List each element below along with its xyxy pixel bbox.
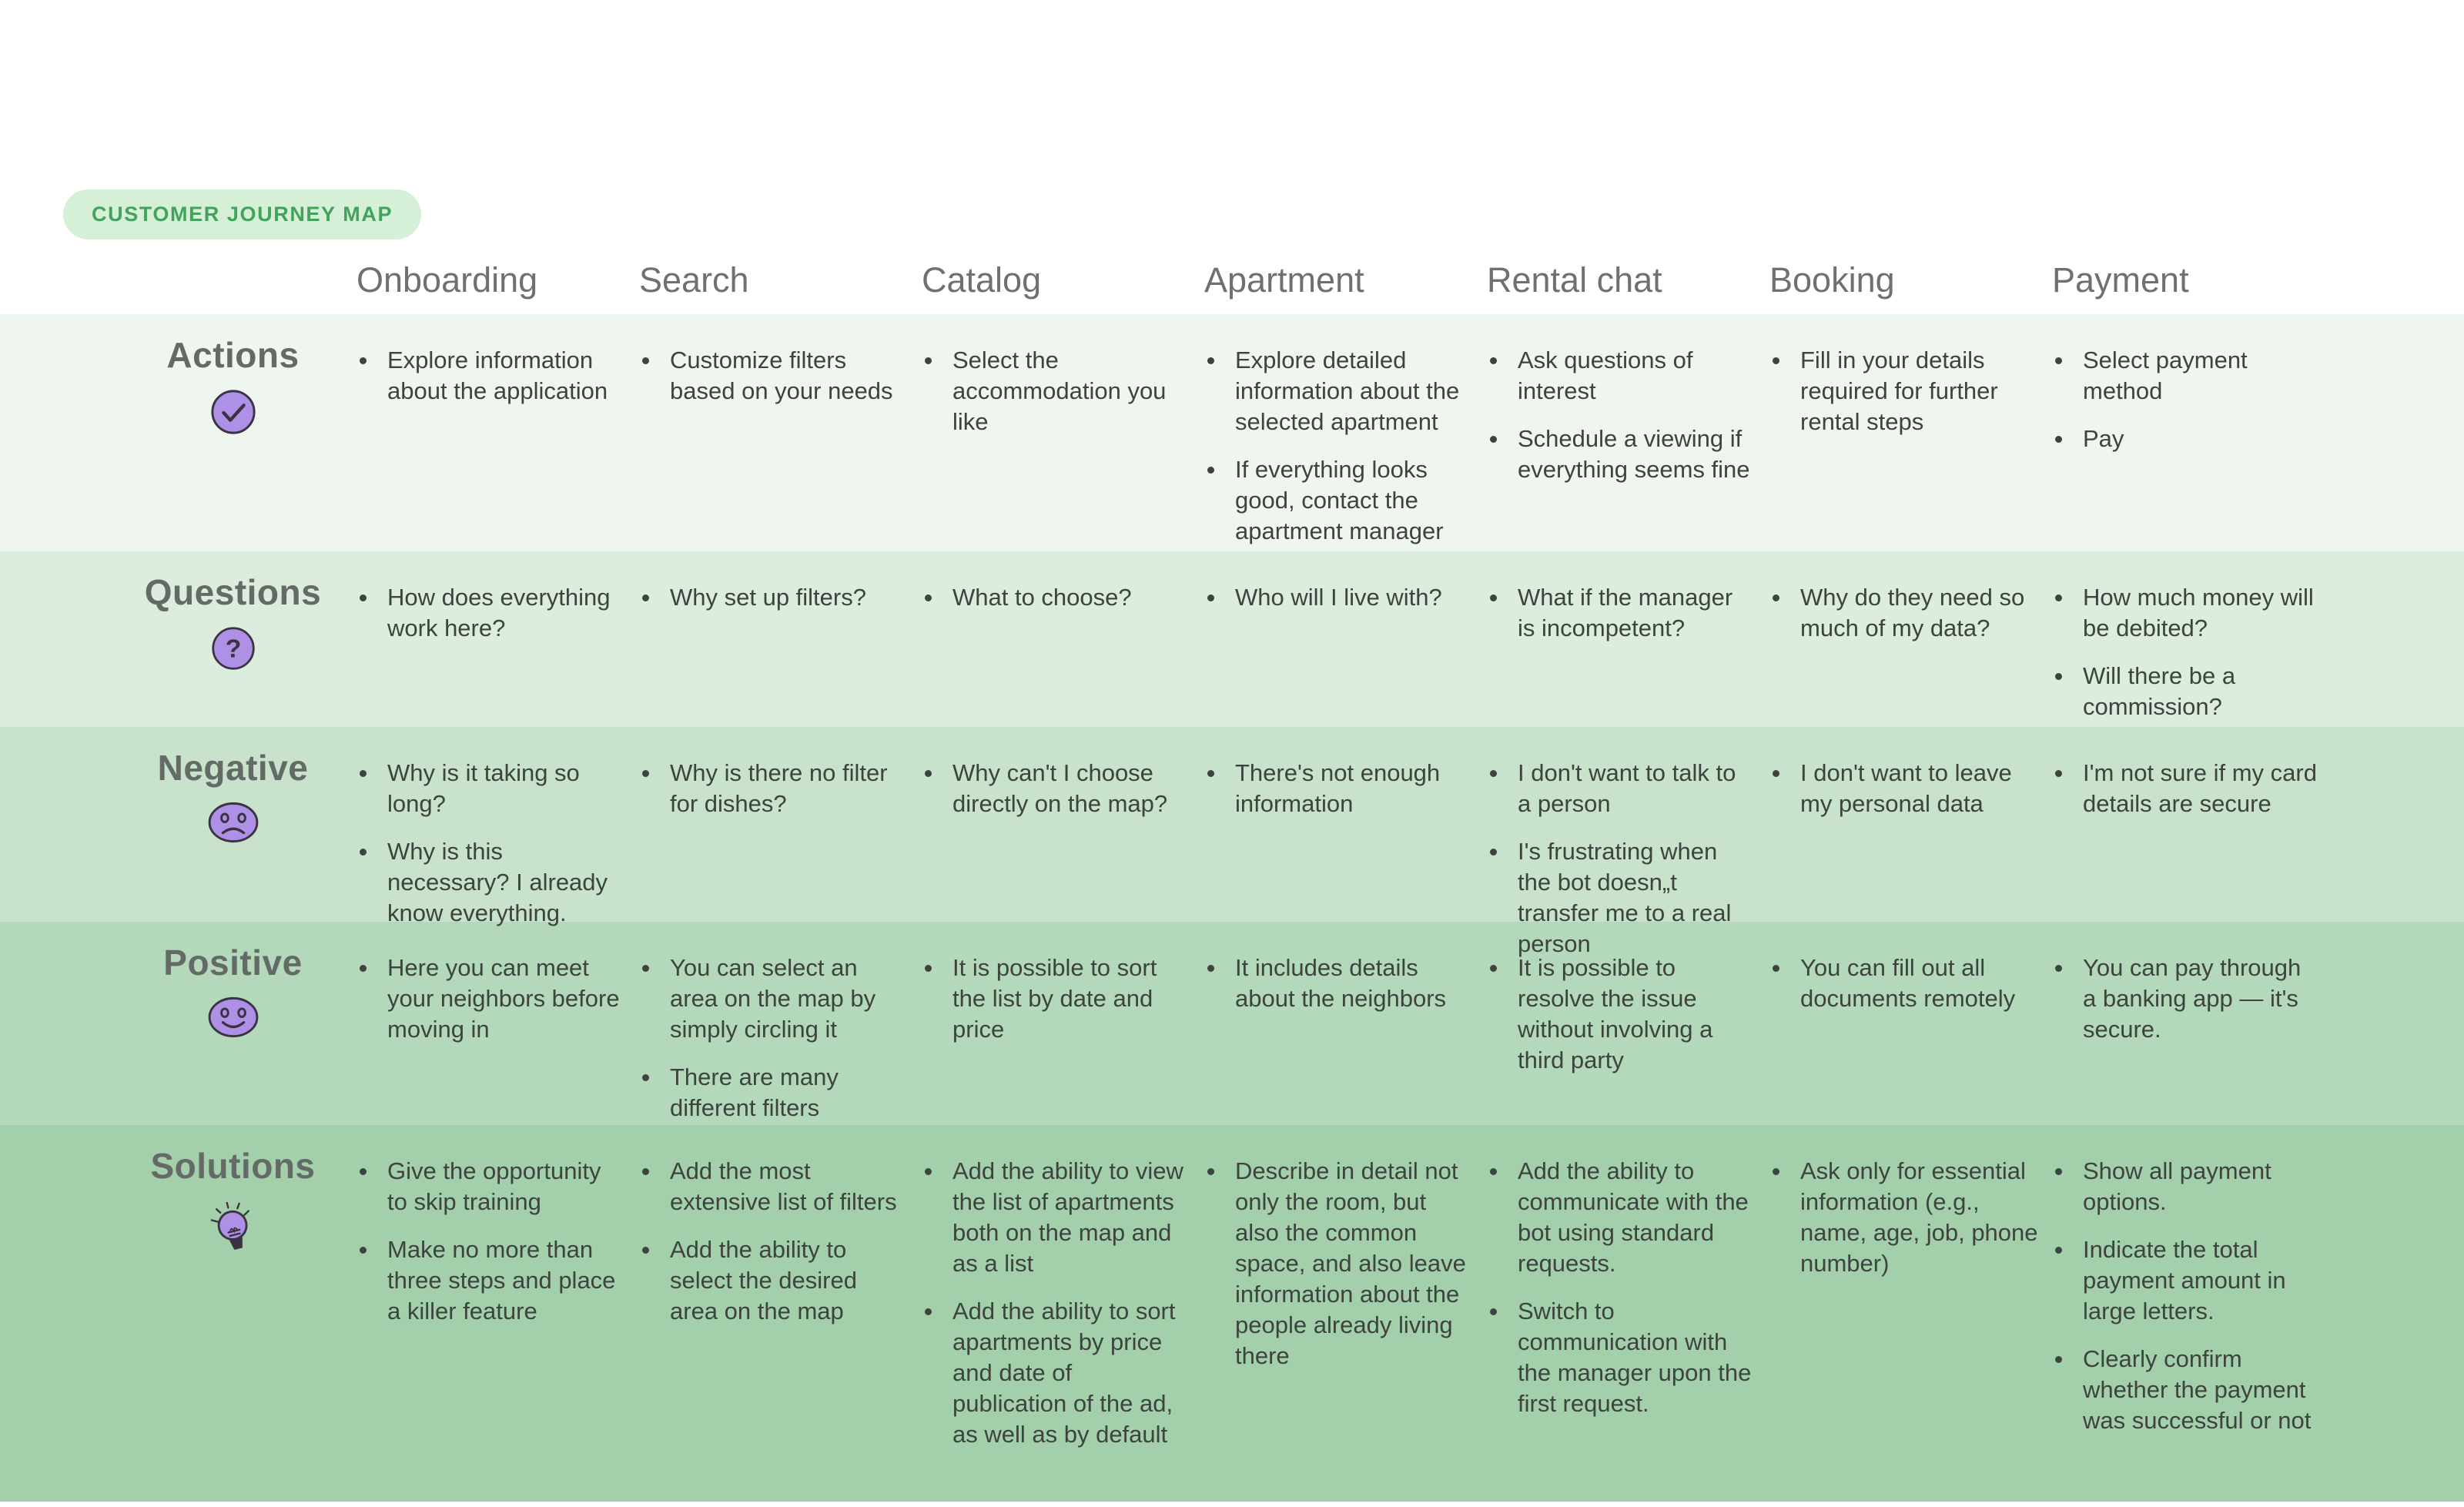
cell-actions-rental-chat (1484, 314, 1766, 562)
bullet-list (636, 582, 908, 613)
bullet-item: I's frustrating when the bot doesn„t transfer me to a real person (1484, 836, 1756, 959)
bullet-item: Select payment method (2049, 345, 2321, 407)
check-icon (209, 388, 257, 436)
cell-positive-search (636, 922, 919, 1139)
row-label-cell-solutions (0, 1125, 353, 1502)
cell-actions-onboarding (353, 314, 636, 562)
bullet-list (2049, 953, 2321, 1045)
bullet-item: Explore information about the application (353, 345, 625, 407)
row-negative (0, 727, 2464, 957)
row-solutions (0, 1125, 2464, 1502)
bullet-item: Ask only for essential information (e.g., name, age, job, phone number) (1766, 1156, 2038, 1279)
bullet-list (1484, 345, 1756, 485)
bullet-item: There are many different filters (636, 1062, 908, 1124)
row-label: Questions (144, 572, 322, 612)
bullet-list (636, 1156, 908, 1327)
cell-positive-rental-chat (1484, 922, 1766, 1139)
bullet-item: How does everything work here? (353, 582, 625, 644)
bullet-item: There's not enough information (1201, 758, 1473, 819)
cell-solutions-booking (1766, 1125, 2049, 1502)
cell-questions-rental-chat (1484, 551, 1766, 738)
bullet-list (353, 582, 625, 644)
cell-solutions-apartment (1201, 1125, 1484, 1502)
bullet-item: You can pay through a banking app — it's secure. (2049, 953, 2321, 1045)
cell-solutions-payment (2049, 1125, 2332, 1502)
bullet-list (353, 758, 625, 929)
bullet-item: Who will I live with? (1201, 582, 1473, 613)
bullet-list (919, 582, 1190, 613)
row-actions (0, 314, 2464, 551)
bullet-item: Give the opportunity to skip training (353, 1156, 625, 1217)
cell-positive-onboarding (353, 922, 636, 1139)
bullet-item: How much money will be debited? (2049, 582, 2321, 644)
column-header-rental-chat: Rental chat (1487, 260, 1662, 300)
bullet-item: Add the ability to sort apartments by price and date of publication of the ad, as well as by default (919, 1296, 1190, 1450)
bullet-list (353, 1156, 625, 1327)
column-header-apartment: Apartment (1204, 260, 1364, 300)
bullet-item: Add the ability to communicate with the bot using standard requests. (1484, 1156, 1756, 1279)
row-label: Negative (157, 748, 309, 788)
bullet-item: Why is this necessary? I already know everything. (353, 836, 625, 929)
bullet-item: Show all payment options. (2049, 1156, 2321, 1217)
cell-positive-booking (1766, 922, 2049, 1139)
cell-positive-catalog (919, 922, 1201, 1139)
row-label-cell-questions (0, 551, 353, 738)
bullet-list (919, 345, 1190, 437)
cell-negative-rental-chat (1484, 727, 1766, 975)
column-header-search: Search (639, 260, 749, 300)
cell-questions-apartment (1201, 551, 1484, 738)
cell-positive-apartment (1201, 922, 1484, 1139)
bullet-list (636, 345, 908, 407)
cell-solutions-rental-chat (1484, 1125, 1766, 1502)
column-header-catalog: Catalog (922, 260, 1042, 300)
cell-questions-booking (1766, 551, 2049, 738)
journey-map-badge: CUSTOMER JOURNEY MAP (63, 189, 421, 239)
bullet-list (1201, 758, 1473, 819)
svg-text:?: ? (225, 634, 241, 664)
header-spacer (0, 260, 353, 314)
bullet-item: Select the accommodation you like (919, 345, 1190, 437)
bullet-item: If everything looks good, contact the apartment manager (1201, 454, 1473, 547)
column-header-onboarding: Onboarding (357, 260, 538, 300)
bullet-item: Why is it taking so long? (353, 758, 625, 819)
bullet-item: Add the ability to select the desired area on the map (636, 1234, 908, 1327)
bullet-item: What if the manager is incompetent? (1484, 582, 1756, 644)
bullet-list (353, 345, 625, 407)
cell-actions-payment (2049, 314, 2332, 562)
bullet-list (636, 953, 908, 1124)
column-headers-row (0, 260, 2464, 314)
row-label-cell-actions (0, 314, 353, 562)
row-questions (0, 551, 2464, 727)
row-label-cell-positive (0, 922, 353, 1139)
smile-face-icon (207, 996, 259, 1039)
sad-face-icon (207, 801, 259, 844)
cell-solutions-onboarding (353, 1125, 636, 1502)
bullet-list (1766, 345, 2038, 437)
bullet-item: Schedule a viewing if everything seems fine (1484, 424, 1756, 485)
bullet-item: I don't want to leave my personal data (1766, 758, 2038, 819)
bullet-list (1201, 345, 1473, 547)
bullet-list (1484, 953, 1756, 1076)
bullet-item: Switch to communication with the manager upon the first request. (1484, 1296, 1756, 1419)
column-header-booking: Booking (1769, 260, 1895, 300)
bullet-item: Fill in your details required for further rental steps (1766, 345, 2038, 437)
bullet-list (1201, 1156, 1473, 1371)
cell-actions-apartment (1201, 314, 1484, 562)
bullet-item: Customize filters based on your needs (636, 345, 908, 407)
bullet-list (1766, 582, 2038, 644)
bullet-list (1484, 758, 1756, 959)
bullet-list (1766, 758, 2038, 819)
bullet-item: Here you can meet your neighbors before moving in (353, 953, 625, 1045)
row-positive (0, 922, 2464, 1125)
row-label: Solutions (150, 1146, 316, 1186)
bullet-item: Add the most extensive list of filters (636, 1156, 908, 1217)
header-section (0, 0, 2464, 314)
lightbulb-icon (206, 1199, 261, 1259)
cell-questions-catalog (919, 551, 1201, 738)
bullet-item: You can fill out all documents remotely (1766, 953, 2038, 1014)
bullet-list (1484, 1156, 1756, 1419)
bullet-item: Indicate the total payment amount in large letters. (2049, 1234, 2321, 1327)
cell-questions-search (636, 551, 919, 738)
cell-questions-onboarding (353, 551, 636, 738)
cell-solutions-catalog (919, 1125, 1201, 1502)
row-label: Actions (166, 335, 300, 375)
bullet-item: Make no more than three steps and place a killer feature (353, 1234, 625, 1327)
bullet-list (2049, 1156, 2321, 1436)
bullet-list (1484, 582, 1756, 644)
journey-map-body (0, 314, 2464, 1502)
bullet-item: It includes details about the neighbors (1201, 953, 1473, 1014)
bullet-list (1201, 953, 1473, 1014)
cell-actions-catalog (919, 314, 1201, 562)
bullet-item: I'm not sure if my card details are secure (2049, 758, 2321, 819)
bullet-list (1766, 1156, 2038, 1279)
bullet-list (2049, 582, 2321, 722)
bullet-list (919, 758, 1190, 819)
bullet-item: Add the ability to view the list of apartments both on the map and as a list (919, 1156, 1190, 1279)
bullet-item: Explore detailed information about the selected apartment (1201, 345, 1473, 437)
bottom-margin (0, 1502, 2464, 1507)
bullet-item: It is possible to sort the list by date and price (919, 953, 1190, 1045)
bullet-item: What to choose? (919, 582, 1190, 613)
bullet-list (636, 758, 908, 819)
column-header-payment: Payment (2052, 260, 2189, 300)
bullet-item: Why do they need so much of my data? (1766, 582, 2038, 644)
cell-questions-payment (2049, 551, 2332, 738)
cell-solutions-search (636, 1125, 919, 1502)
bullet-item: Ask questions of interest (1484, 345, 1756, 407)
bullet-list (1766, 953, 2038, 1014)
cell-actions-booking (1766, 314, 2049, 562)
bullet-list (1201, 582, 1473, 613)
bullet-item: It is possible to resolve the issue without involving a third party (1484, 953, 1756, 1076)
cell-actions-search (636, 314, 919, 562)
bullet-item: Describe in detail not only the room, but also the common space, and also leave information about the people already living there (1201, 1156, 1473, 1371)
bullet-item: Pay (2049, 424, 2321, 454)
bullet-list (919, 953, 1190, 1045)
bullet-item: I don't want to talk to a person (1484, 758, 1756, 819)
bullet-item: Will there be a commission? (2049, 661, 2321, 722)
bullet-item: Why set up filters? (636, 582, 908, 613)
question-icon (210, 625, 256, 671)
bullet-item: Why is there no filter for dishes? (636, 758, 908, 819)
bullet-item: You can select an area on the map by simply circling it (636, 953, 908, 1045)
bullet-list (919, 1156, 1190, 1450)
bullet-item: Clearly confirm whether the payment was successful or not (2049, 1344, 2321, 1436)
bullet-list (353, 953, 625, 1045)
bullet-list (2049, 345, 2321, 454)
bullet-list (2049, 758, 2321, 819)
row-label: Positive (163, 943, 303, 983)
bullet-item: Why can't I choose directly on the map? (919, 758, 1190, 819)
cell-positive-payment (2049, 922, 2332, 1139)
